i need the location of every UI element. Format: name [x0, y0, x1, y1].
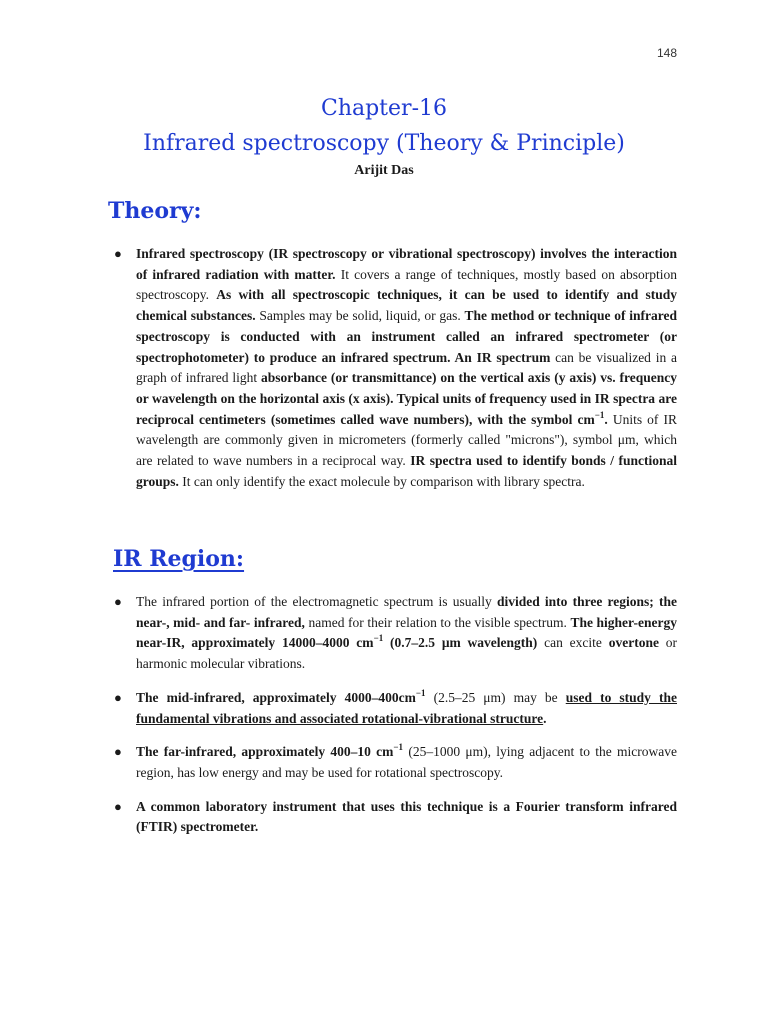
page-number: 148 [656, 46, 677, 60]
text-run: The higher-energy near-IR, approximately 14000–4000 cm [136, 614, 677, 651]
text-run: divided into three regions; the near-, mid- and far- infrared, [136, 594, 677, 630]
ir-bullet-near [112, 592, 677, 675]
text-run: (0.7–2.5 μm wavelength) [383, 635, 538, 651]
bullet-icon: ● [114, 744, 122, 760]
bullet-icon: ● [114, 798, 122, 814]
ir-bullet-mid [112, 688, 677, 729]
superscript: −1 [594, 409, 605, 420]
text-run: (2.5–25 μm) may be [425, 689, 566, 705]
superscript: −1 [415, 687, 426, 698]
ir-region-list [112, 592, 677, 851]
text-run: absorbance (or transmittance) on the vertical axis (y axis) vs. frequency or wavelength on the horizontal axis (x axis). Typical units of frequency used in IR spectra are reciprocal centimeters (sometimes called wave numbers), with the symbol cm [136, 370, 677, 427]
text-run: can be visualized in a graph of infrared light [136, 349, 677, 386]
superscript: −1 [393, 742, 404, 753]
text-run: (25–1000 μm), lying adjacent to the microwave region, has low energy and may be used for rotational spectroscopy. [136, 744, 677, 780]
theory-list [112, 244, 677, 492]
text-run: IR spectra used to identify bonds / functional groups. [136, 453, 677, 489]
bullet-icon: ● [114, 689, 122, 705]
theory-paragraph [112, 244, 677, 492]
text-run: The infrared portion of the electromagnetic spectrum is usually [136, 594, 497, 609]
text-run: named for their relation to the visible spectrum. [304, 614, 571, 630]
text-run: overtone [608, 635, 659, 651]
chapter-label: Chapter-16 [320, 96, 447, 121]
text-run: It can only identify the exact molecule by comparison with library spectra. [178, 473, 585, 489]
ir-region-heading: IR Region: [113, 546, 245, 572]
author-name: Arijit Das [354, 163, 414, 178]
text-run: It covers a range of techniques, mostly based on absorption spectroscopy. [136, 266, 677, 303]
text-run: A common laboratory instrument that uses this technique is a Fourier transform infrared (FTIR) spectrometer. [136, 798, 677, 835]
text-run: As with all spectroscopic techniques, it can be used to identify and study chemical substances. [136, 287, 677, 324]
text-run: . [604, 411, 608, 427]
theory-heading: Theory: [108, 198, 202, 224]
bullet-icon: ● [114, 246, 122, 261]
text-run: Samples may be solid, liquid, or gas. [255, 308, 465, 324]
text-run: or harmonic molecular vibrations. [136, 635, 678, 672]
text-run: The mid-infrared, approximately 4000–400cm [136, 689, 416, 705]
chapter-title: Infrared spectroscopy (Theory & Principle) [143, 131, 625, 156]
superscript: −1 [373, 633, 384, 644]
text-run: Infrared spectroscopy (IR spectroscopy or vibrational spectroscopy) involves the interaction of infrared radiation with matter. [136, 246, 677, 282]
text-run: Units of IR wavelength are commonly given in micrometers (formerly called "microns"), symbol μm, which are related to wave numbers in a reciprocal way. [136, 411, 678, 469]
text-run: . [543, 710, 547, 726]
ir-bullet-ftir [112, 797, 677, 838]
text-run: can excite [537, 635, 609, 651]
text-run: used to study the fundamental vibrations and associated rotational-vibrational structure [136, 689, 677, 726]
ir-bullet-far [112, 742, 677, 783]
text-run: The method or technique of infrared spectroscopy is conducted with an instrument called an infrared spectrometer (or spectrophotometer) to produce an infrared spectrum. An IR spectrum [136, 308, 678, 365]
text-run: The far-infrared, approximately 400–10 cm [136, 744, 394, 760]
bullet-icon: ● [114, 594, 122, 609]
